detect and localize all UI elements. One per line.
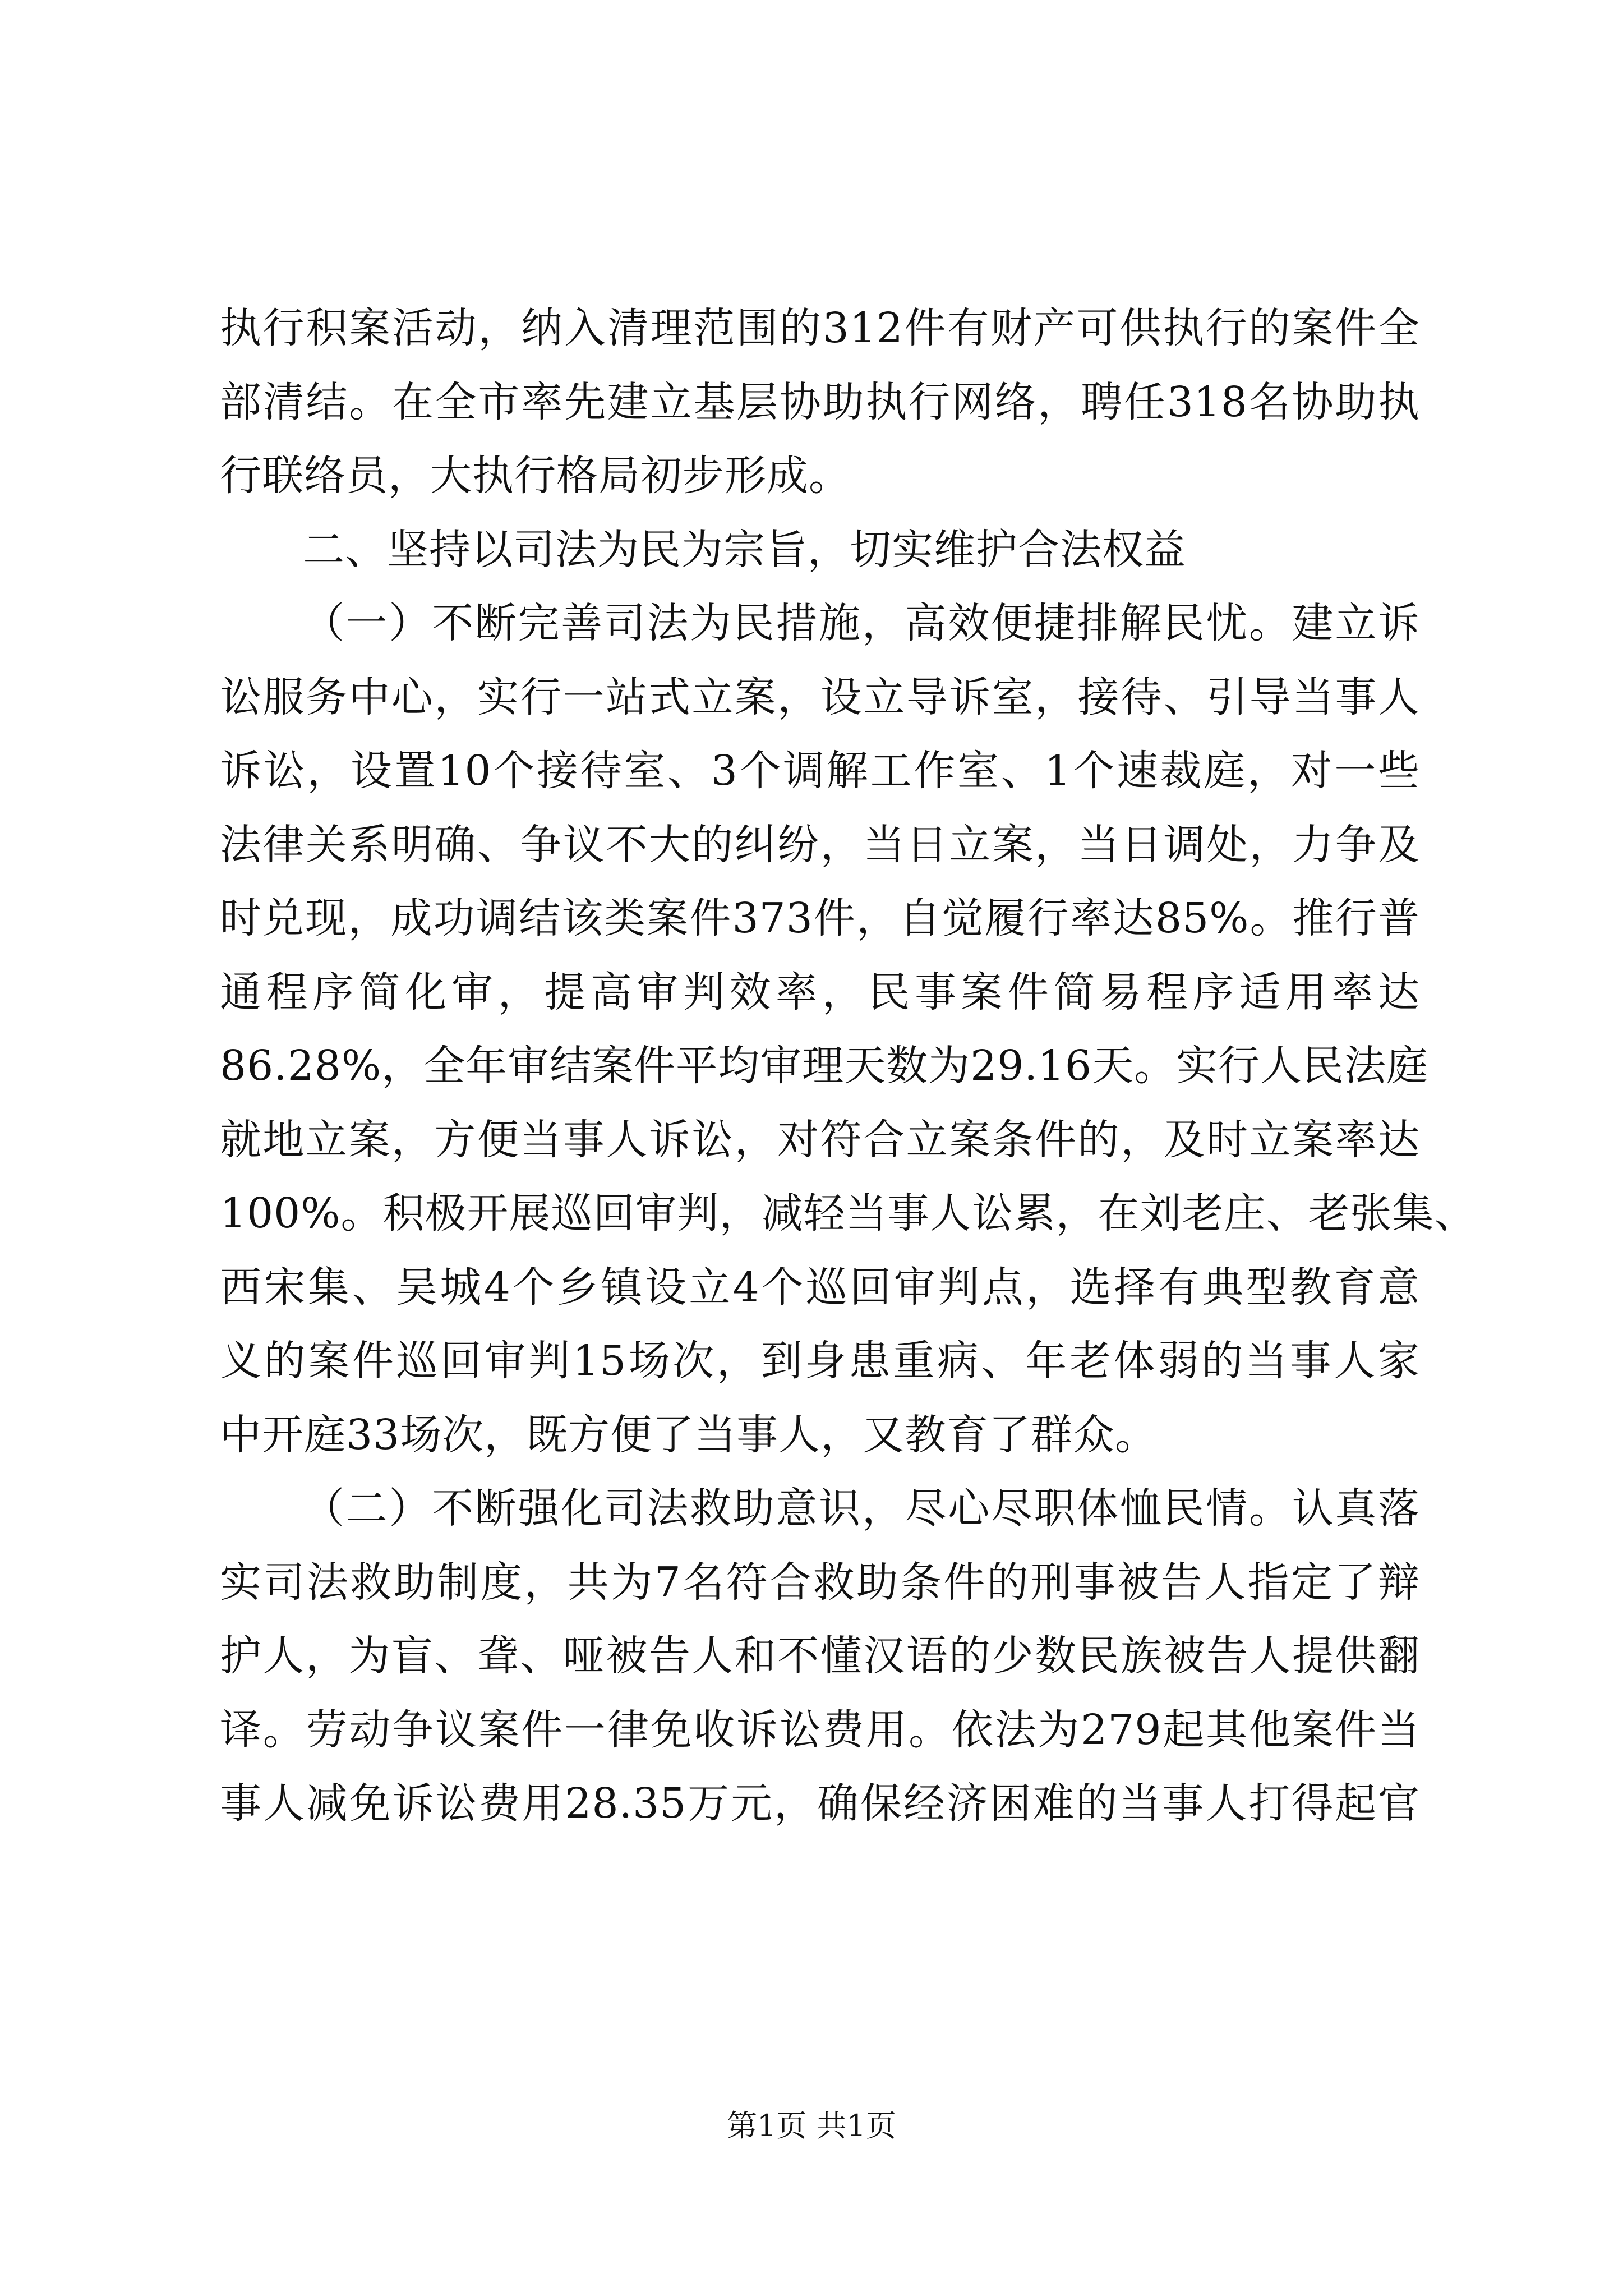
text-line: 100%。积极开展巡回审判，减轻当事人讼累，在刘老庄、老张集、: [220, 1189, 1477, 1237]
text-line: 西宋集、吴城4个乡镇设立4个巡回审判点，选择有典型教育意: [220, 1263, 1420, 1312]
text-line: 行联络员，大执行格局初步形成。: [220, 452, 851, 500]
text-line: 义的案件巡回审判15场次，到身患重病、年老体弱的当事人家: [220, 1337, 1420, 1385]
text-line: 法律关系明确、争议不大的纠纷，当日立案，当日调处，力争及: [220, 820, 1420, 869]
section-heading: 二、坚持以司法为民为宗旨，切实维护合法权益: [303, 525, 1186, 574]
text-line: 执行积案活动，纳入清理范围的312件有财产可供执行的案件全: [220, 304, 1420, 352]
text-line: 译。劳动争议案件一律免收诉讼费用。依法为279起其他案件当: [220, 1705, 1420, 1754]
text-line: （二）不断强化司法救助意识，尽心尽职体恤民情。认真落: [303, 1484, 1420, 1533]
document-body: [220, 292, 1477, 1841]
text-line: 诉讼，设置10个接待室、3个调解工作室、1个速裁庭，对一些: [220, 747, 1420, 795]
text-line: 部清结。在全市率先建立基层协助执行网络，聘任318名协助执: [220, 378, 1420, 426]
text-line: 通程序简化审，提高审判效率，民事案件简易程序适用率达: [220, 968, 1420, 1016]
text-line: （一）不断完善司法为民措施，高效便捷排解民忧。建立诉: [303, 599, 1420, 647]
text-line: 时兑现，成功调结该类案件373件，自觉履行率达85%。推行普: [220, 894, 1420, 942]
text-line: 事人减免诉讼费用28.35万元，确保经济困难的当事人打得起官: [220, 1779, 1420, 1828]
text-line: 实司法救助制度，共为7名符合救助条件的刑事被告人指定了辩: [220, 1558, 1420, 1607]
text-line: 讼服务中心，实行一站式立案，设立导诉室，接待、引导当事人: [220, 673, 1420, 721]
page-number-footer: 第1页 共1页: [727, 2108, 896, 2143]
text-line: 中开庭33场次，既方便了当事人，又教育了群众。: [220, 1410, 1158, 1459]
text-line: 护人，为盲、聋、哑被告人和不懂汉语的少数民族被告人提供翻: [220, 1632, 1420, 1680]
text-line: 86.28%，全年审结案件平均审理天数为29.16天。实行人民法庭: [220, 1042, 1429, 1090]
text-line: 就地立案，方便当事人诉讼，对符合立案条件的，及时立案率达: [220, 1115, 1420, 1164]
